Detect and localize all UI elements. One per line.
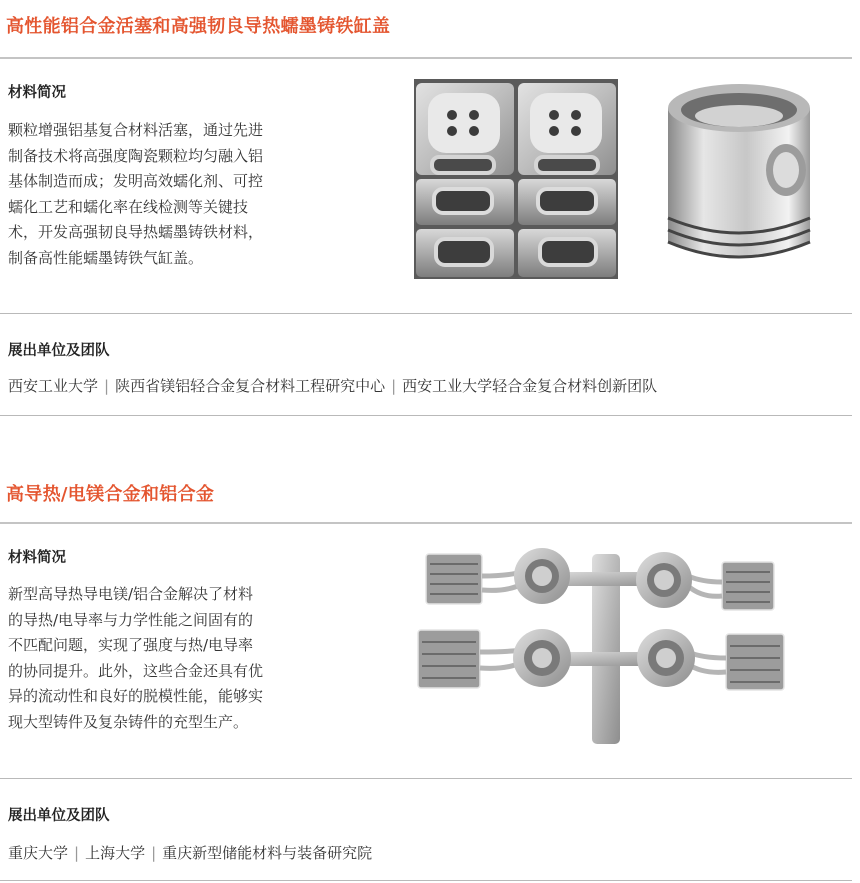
section-2-units xyxy=(8,842,372,863)
intro-line: 不匹配问题，实现了强度与热/电导率 xyxy=(8,636,254,654)
section-1-intro-text xyxy=(8,118,263,271)
section-1-bottom-divider xyxy=(0,415,852,416)
section-2-bottom-divider xyxy=(0,880,852,881)
section-2-title: 高导热/电镁合金和铝合金 xyxy=(6,484,215,505)
unit-separator: | xyxy=(104,377,110,395)
section-2-mid-divider xyxy=(0,778,852,779)
unit-name: 重庆新型储能材料与装备研究院 xyxy=(162,844,373,862)
intro-line: 的导热/电导率与力学性能之间固有的 xyxy=(8,610,254,629)
section-1-units xyxy=(8,375,657,396)
section-1-intro-label: 材料简况 xyxy=(8,85,66,101)
unit-separator: | xyxy=(391,377,397,395)
unit-separator: | xyxy=(74,844,80,862)
intro-line: 术，开发高强韧良导热蠕墨铸铁材料， xyxy=(8,223,264,241)
section-1-title-divider xyxy=(0,57,852,59)
intro-line: 蠕化工艺和蠕化率在线检测等关键技 xyxy=(8,197,249,216)
intro-line: 的协同提升。此外，这些合金还具有优 xyxy=(8,661,264,680)
section-2-intro-text xyxy=(8,582,263,735)
unit-name: 西安工业大学 xyxy=(8,377,99,395)
section-2-title-divider xyxy=(0,522,852,524)
section-2-intro-label: 材料简况 xyxy=(8,550,66,566)
intro-line: 制备技术将高强度陶瓷颗粒均匀融入铝 xyxy=(8,146,264,165)
alloy-casting-image xyxy=(412,540,790,750)
section-1-mid-divider xyxy=(0,313,852,314)
intro-line: 制备高性能蠕墨铸铁气缸盖。 xyxy=(8,248,204,267)
section-1-title: 高性能铝合金活塞和高强韧良导热蠕墨铸铁缸盖 xyxy=(6,16,391,37)
section-1-units-label: 展出单位及团队 xyxy=(8,343,110,359)
intro-line: 基体制造而成；发明高效蠕化剂、可控 xyxy=(8,172,264,190)
intro-line: 异的流动性和良好的脱模性能，能够实 xyxy=(8,687,264,705)
intro-line: 现大型铸件及复杂铸件的充型生产。 xyxy=(8,712,249,731)
unit-name: 上海大学 xyxy=(85,844,146,862)
intro-line: 颗粒增强铝基复合材料活塞，通过先进 xyxy=(8,121,264,139)
section-2-units-label: 展出单位及团队 xyxy=(8,808,110,824)
aluminum-piston-image xyxy=(658,78,820,276)
unit-name: 重庆大学 xyxy=(8,844,69,862)
unit-name: 陕西省镁铝轻合金复合材料工程研究中心 xyxy=(115,377,386,395)
unit-name: 西安工业大学轻合金复合材料创新团队 xyxy=(402,377,658,395)
unit-separator: | xyxy=(151,844,157,862)
cylinder-head-castings-image xyxy=(414,79,618,279)
intro-line: 新型高导热导电镁/铝合金解决了材料 xyxy=(8,585,254,603)
